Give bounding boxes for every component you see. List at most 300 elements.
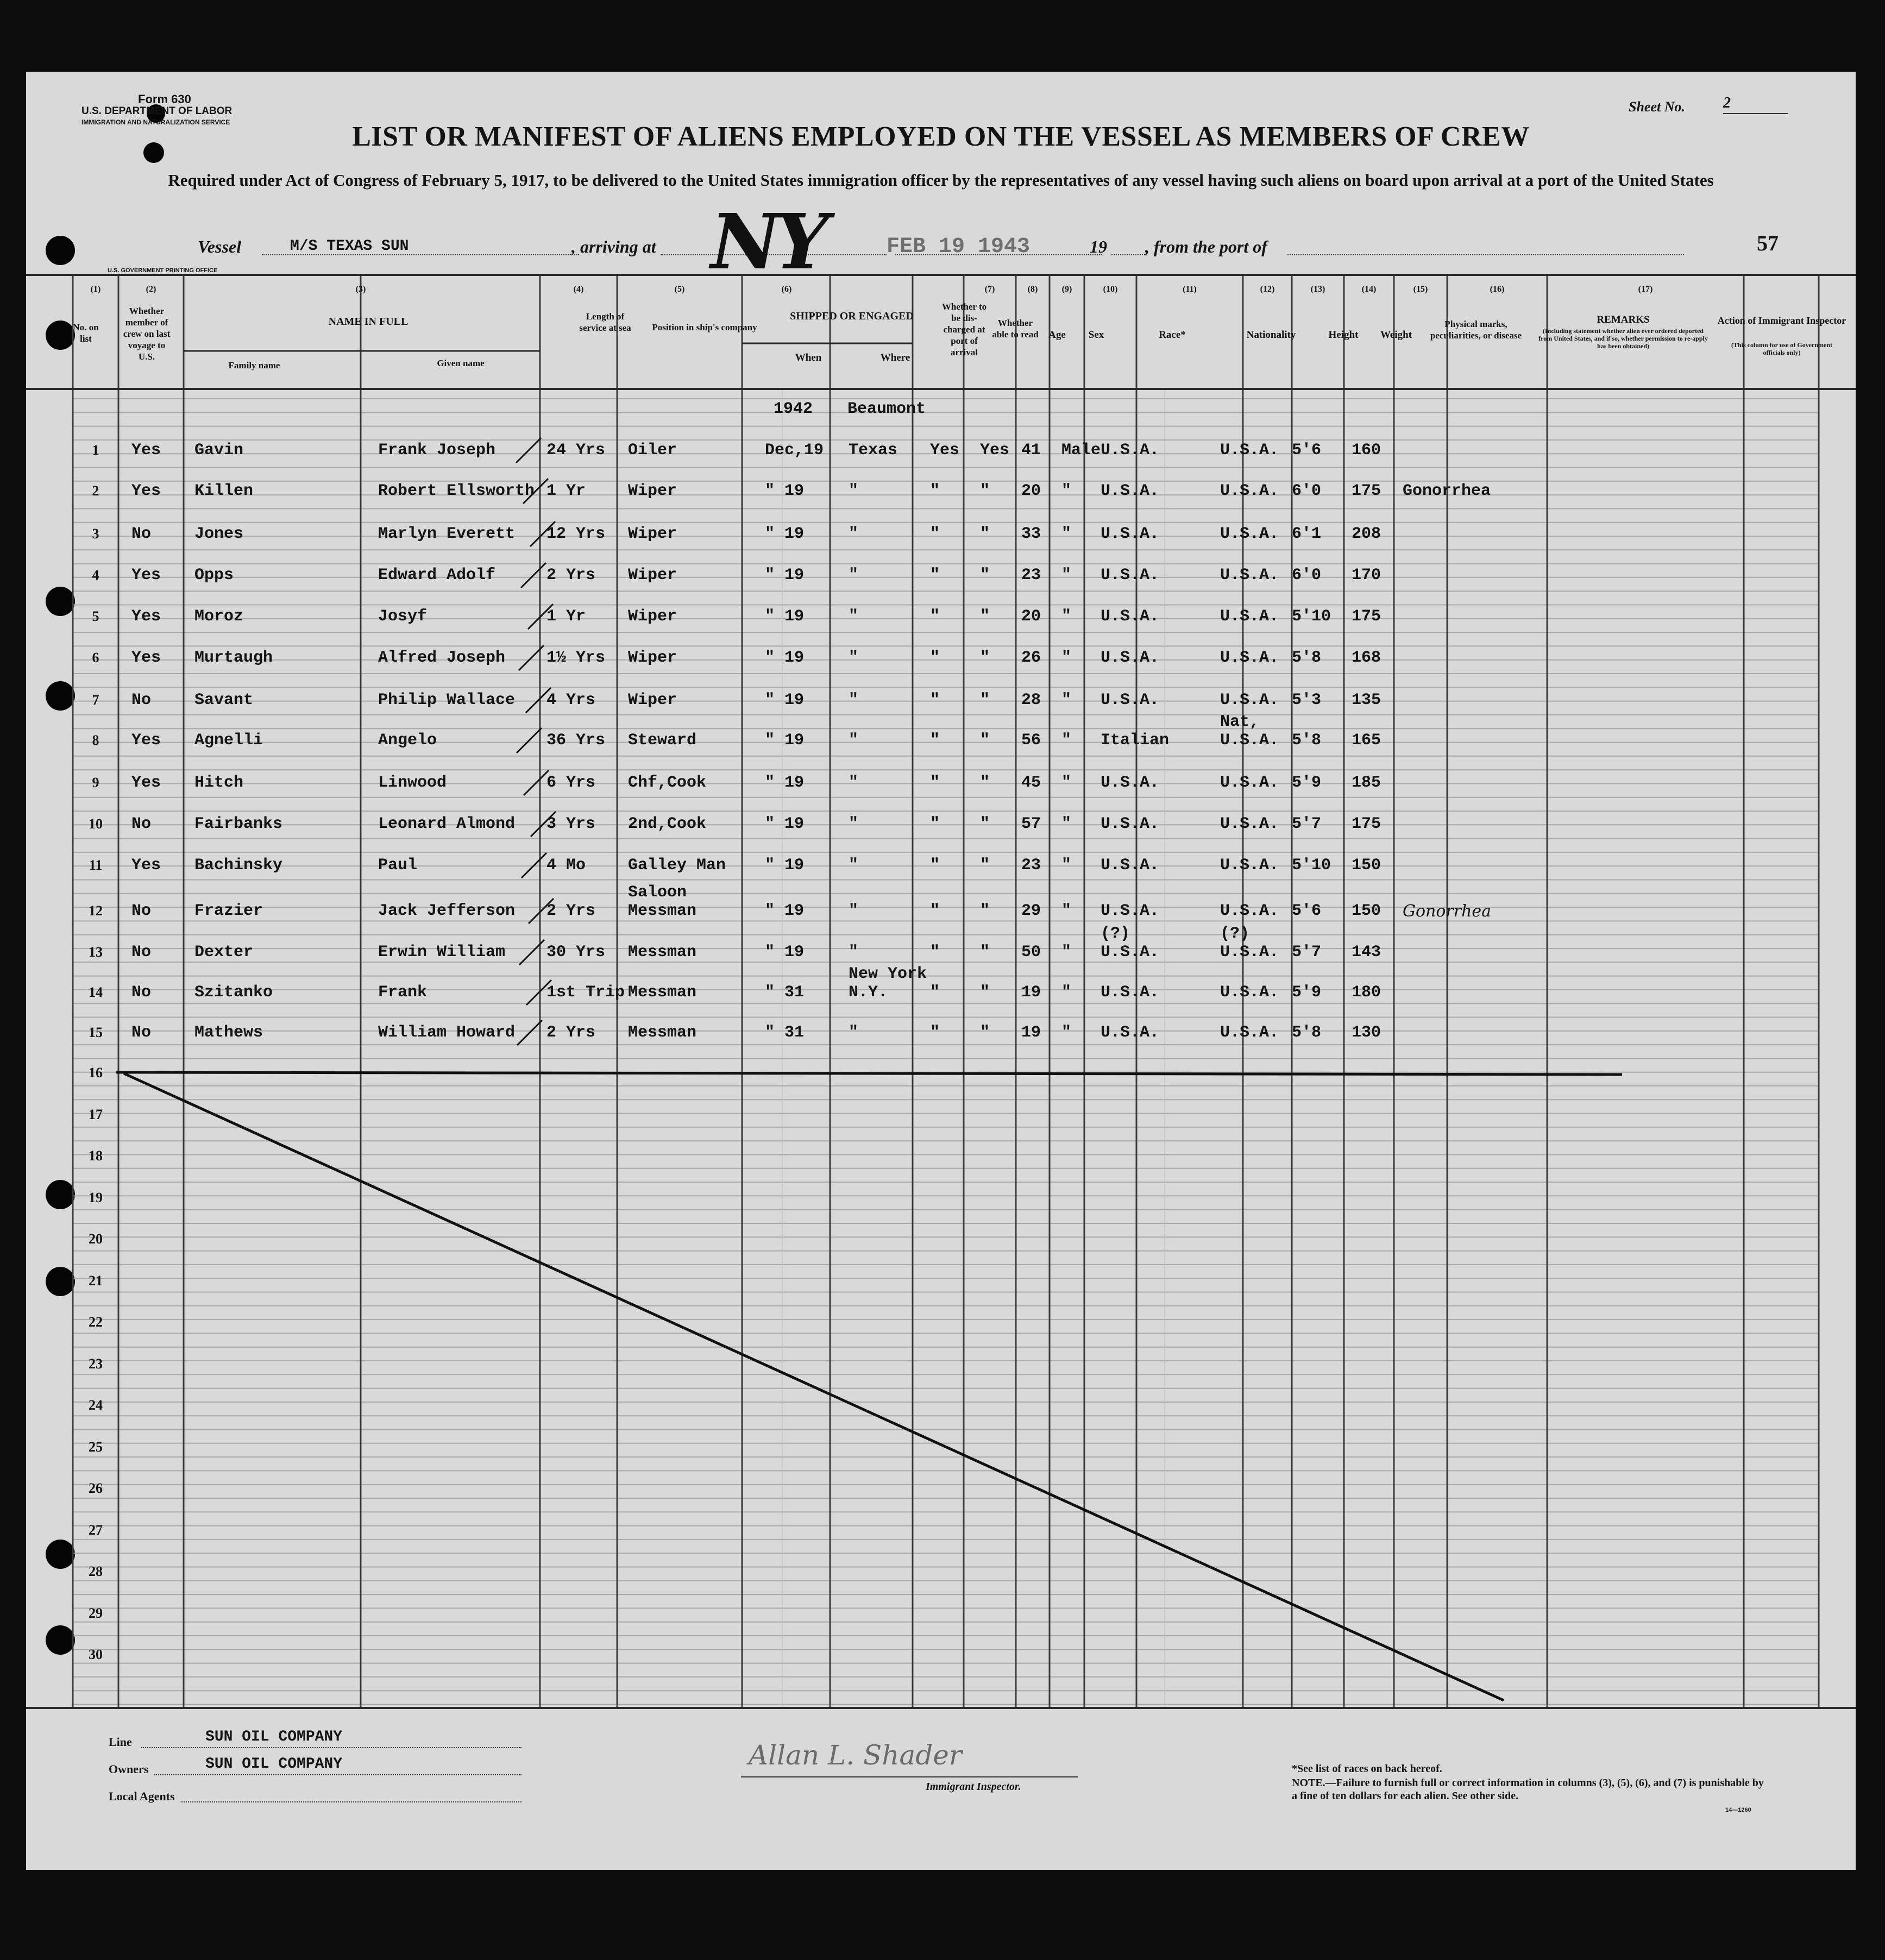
cell-race: Italian [1101, 731, 1170, 750]
col-header-sex: Sex [1088, 329, 1104, 341]
cell-sex: " [1061, 856, 1072, 875]
row-number: 15 [89, 1025, 103, 1040]
cell-given: Robert Ellsworth [378, 482, 535, 500]
cell-weight: 185 [1352, 774, 1381, 792]
column-number: (13) [1310, 285, 1325, 294]
cell-position: Oiler [628, 441, 677, 460]
cell-height: 5'6 [1292, 902, 1322, 920]
cell-where: " [849, 482, 859, 500]
cell-read: " [980, 566, 990, 585]
cell-read: Yes [980, 441, 1010, 460]
local-agents-underline [181, 1801, 521, 1802]
cell-service: 30 Yrs [546, 943, 606, 962]
cell-given: Jack Jefferson [378, 902, 516, 920]
cell-sex: " [1061, 902, 1072, 920]
cell-nationality: U.S.A. [1220, 983, 1279, 1002]
cell-weight: 130 [1352, 1023, 1381, 1042]
shipped-year: 1942 [774, 400, 813, 418]
cell-age: 33 [1021, 525, 1041, 543]
cell-height: 6'0 [1292, 482, 1322, 500]
cell-weight: 170 [1352, 566, 1381, 585]
cell-sex: " [1061, 731, 1072, 750]
row-number: 27 [89, 1522, 103, 1538]
cell-where: " [849, 943, 859, 962]
cell-crew: Yes [131, 566, 161, 585]
cell-service: 2 Yrs [546, 1023, 596, 1042]
cell-race: U.S.A. [1101, 482, 1160, 500]
cell-when: " 19 [765, 902, 805, 920]
cell-family: Gavin [194, 441, 244, 460]
owners-value: SUN OIL COMPANY [205, 1756, 343, 1773]
cell-position: Wiper [628, 691, 677, 709]
cell-read: " [980, 815, 990, 833]
column-number: (7) [984, 285, 995, 294]
inspector-label: Immigrant Inspector. [926, 1781, 1021, 1793]
cell-when: " 19 [765, 856, 805, 875]
cell-nationality: U.S.A. [1220, 649, 1279, 667]
col-header-race: Race* [1159, 329, 1186, 341]
cell-sex: Male [1061, 441, 1101, 460]
cell-family: Murtaugh [194, 649, 273, 667]
cell-discharged: " [930, 731, 940, 750]
cell-race: U.S.A. [1101, 902, 1160, 920]
row-number: 21 [89, 1272, 103, 1289]
cell-when: " 19 [765, 607, 805, 626]
cell-race: U.S.A. [1101, 691, 1160, 709]
cell-nationality: U.S.A. [1220, 482, 1279, 500]
cell-position: Wiper [628, 525, 677, 543]
cell-where: " [849, 607, 859, 626]
cell-discharged: " [930, 649, 940, 667]
cell-where: " [849, 691, 859, 709]
col-header-where: Where [880, 352, 910, 363]
printing-office: U.S. GOVERNMENT PRINTING OFFICE [108, 267, 218, 274]
cell-family: Savant [194, 691, 254, 709]
cell-crew: No [131, 691, 152, 709]
cell-age: 26 [1021, 649, 1041, 667]
cell-service: 36 Yrs [546, 731, 606, 750]
col-header-crew: Whether member of crew on last voyage to U.S. [123, 306, 171, 362]
cell-when: " 19 [765, 566, 805, 585]
cell-read: " [980, 731, 990, 750]
cell-position: 2nd,Cook [628, 815, 707, 833]
cell-service: 2 Yrs [546, 902, 596, 920]
row-number: 17 [89, 1106, 103, 1122]
cell-when: Dec,19 [765, 441, 824, 460]
row-number: 7 [92, 692, 99, 708]
row-number: 25 [89, 1438, 103, 1455]
cell-where-top: New York [849, 965, 927, 983]
cell-discharged: " [930, 607, 940, 626]
cell-read: " [980, 525, 990, 543]
sheet-number: 2 [1723, 95, 1788, 114]
cell-race: U.S.A. [1101, 983, 1160, 1002]
line-value: SUN OIL COMPANY [205, 1729, 343, 1745]
cell-crew: Yes [131, 607, 161, 626]
col-header-remarks-note: (Including statement whether alien ever ordered deported from United States, and if so, whether permission to re-apply has been obtained) [1538, 327, 1708, 350]
cell-service: 1 Yr [546, 607, 586, 626]
service-name: IMMIGRATION AND NATURALIZATION SERVICE [81, 118, 230, 126]
cell-age: 41 [1021, 441, 1041, 460]
sheet-label: Sheet No. [1629, 99, 1685, 115]
cell-age: 19 [1021, 983, 1041, 1002]
cell-nationality: U.S.A. [1220, 607, 1279, 626]
col-header-remarks: REMARKS [1597, 314, 1650, 325]
cell-height: 5'3 [1292, 691, 1322, 709]
row-number: 23 [89, 1355, 103, 1372]
page-number: 57 [1757, 231, 1779, 255]
row-number: 5 [92, 608, 99, 624]
column-number: (5) [674, 285, 685, 294]
cell-weight: 175 [1352, 482, 1381, 500]
cell-read: " [980, 856, 990, 875]
cell-given: Josyf [378, 607, 428, 626]
cell-when: " 19 [765, 731, 805, 750]
cell-position: Steward [628, 731, 697, 750]
cell-given: Edward Adolf [378, 566, 496, 585]
races-note: *See list of races on back hereof. [1292, 1763, 1442, 1775]
cell-where: " [849, 774, 859, 792]
cell-weight: 150 [1352, 856, 1381, 875]
row-number: 28 [89, 1563, 103, 1579]
cell-when: " 19 [765, 943, 805, 962]
cell-where: " [849, 525, 859, 543]
column-number: (16) [1490, 285, 1505, 294]
cell-read: " [980, 649, 990, 667]
cell-sex: " [1061, 943, 1072, 962]
owners-underline [154, 1774, 521, 1775]
print-code: 14—1260 [1725, 1807, 1751, 1813]
form-number: Form 630 [138, 92, 191, 106]
inspector-signature: Allan L. Shader [749, 1739, 962, 1771]
cell-family: Bachinsky [194, 856, 283, 875]
cell-service: 1½ Yrs [546, 649, 606, 667]
signature-line [741, 1776, 1078, 1777]
cell-nationality: U.S.A. [1220, 856, 1279, 875]
cell-sex: " [1061, 815, 1072, 833]
vessel-label: Vessel [198, 237, 241, 256]
cell-nationality-top: (?) [1220, 925, 1250, 943]
line-underline [141, 1747, 521, 1748]
cell-where: N.Y. [849, 983, 888, 1002]
cell-position: Wiper [628, 482, 677, 500]
cell-sex: " [1061, 983, 1072, 1002]
cell-position-top: Saloon [628, 883, 687, 902]
cell-given: Leonard Almond [378, 815, 516, 833]
cell-service: 12 Yrs [546, 525, 606, 543]
cell-discharged: " [930, 815, 940, 833]
column-number: (3) [355, 285, 366, 294]
row-number: 1 [92, 442, 99, 458]
cell-race: U.S.A. [1101, 649, 1160, 667]
cell-height: 5'9 [1292, 774, 1322, 792]
cell-age: 20 [1021, 482, 1041, 500]
cell-discharged: " [930, 902, 940, 920]
cell-nationality: U.S.A. [1220, 774, 1279, 792]
cell-read: " [980, 943, 990, 962]
row-number: 10 [89, 816, 103, 832]
column-number: (2) [146, 285, 156, 294]
row-number: 30 [89, 1647, 103, 1662]
cell-nationality: U.S.A. [1220, 943, 1279, 962]
column-number: (8) [1027, 285, 1038, 294]
cell-given: Erwin William [378, 943, 506, 962]
cell-position: Wiper [628, 566, 677, 585]
cell-crew: No [131, 815, 152, 833]
cell-crew: Yes [131, 731, 161, 750]
cell-sex: " [1061, 691, 1072, 709]
cell-family: Szitanko [194, 983, 273, 1002]
form-title: LIST OR MANIFEST OF ALIENS EMPLOYED ON THE VESSEL AS MEMBERS OF CREW [352, 121, 1530, 152]
cell-crew: Yes [131, 856, 161, 875]
cell-position: Chf,Cook [628, 774, 707, 792]
cell-race: U.S.A. [1101, 566, 1160, 585]
cell-race: U.S.A. [1101, 525, 1160, 543]
cell-age: 23 [1021, 856, 1041, 875]
cell-where: " [849, 856, 859, 875]
col-header-nationality: Nationality [1246, 329, 1296, 341]
owners-label: Owners [109, 1762, 149, 1776]
cell-age: 23 [1021, 566, 1041, 585]
cell-service: 4 Mo [546, 856, 586, 875]
cell-race: U.S.A. [1101, 943, 1160, 962]
cell-given: Linwood [378, 774, 447, 792]
cell-height: 6'0 [1292, 566, 1322, 585]
cell-crew: No [131, 943, 152, 962]
penalty-note: NOTE.—Failure to furnish full or correct information in columns (3), (5), (6), and (7) is punishable by a fine of ten dollars for each alien. See other side. [1292, 1777, 1764, 1802]
cell-given: Paul [378, 856, 418, 875]
column-number: (10) [1103, 285, 1118, 294]
col-header-weight: Weight [1380, 329, 1412, 341]
cell-position: Messman [628, 1023, 697, 1042]
col-header-discharged: Whether to be dis-charged at port of arrival [941, 301, 987, 357]
cell-age: 57 [1021, 815, 1041, 833]
col-header-given: Given name [437, 358, 485, 368]
year-label: 19 [1090, 237, 1107, 256]
cell-given: Marlyn Everett [378, 525, 516, 543]
cell-height: 5'7 [1292, 943, 1322, 962]
col-header-service: Length of service at sea [579, 311, 631, 333]
cell-service: 2 Yrs [546, 566, 596, 585]
cell-position: Messman [628, 902, 697, 920]
col-header-family: Family name [228, 360, 280, 370]
cell-where: " [849, 1023, 859, 1042]
column-number: (6) [781, 285, 792, 294]
col-header-name: NAME IN FULL [328, 316, 409, 328]
row-number: 16 [89, 1065, 103, 1080]
cell-family: Jones [194, 525, 244, 543]
cell-service: 6 Yrs [546, 774, 596, 792]
cell-when: " 19 [765, 691, 805, 709]
cell-height: 5'8 [1292, 649, 1322, 667]
cell-where: " [849, 731, 859, 750]
cell-given: Angelo [378, 731, 437, 750]
cell-sex: " [1061, 525, 1072, 543]
row-number: 19 [89, 1189, 103, 1205]
cell-discharged: " [930, 691, 940, 709]
cell-discharged: " [930, 774, 940, 792]
cell-crew: Yes [131, 774, 161, 792]
cell-nationality: U.S.A. [1220, 1023, 1279, 1042]
cell-race: U.S.A. [1101, 607, 1160, 626]
cell-family: Killen [194, 482, 254, 500]
cell-height: 5'6 [1292, 441, 1322, 460]
arrival-date-stamp: FEB 19 1943 [887, 235, 1031, 259]
cell-height: 6'1 [1292, 525, 1322, 543]
cell-race: U.S.A. [1101, 1023, 1160, 1042]
cell-sex: " [1061, 607, 1072, 626]
col-header-age: Age [1048, 329, 1066, 341]
row-number: 6 [92, 650, 99, 665]
cell-family: Moroz [194, 607, 244, 626]
cell-weight: 135 [1352, 691, 1381, 709]
cell-sex: " [1061, 1023, 1072, 1042]
cell-sex: " [1061, 774, 1072, 792]
cell-crew: Yes [131, 482, 161, 500]
cell-weight: 175 [1352, 607, 1381, 626]
cell-service: 3 Yrs [546, 815, 596, 833]
cell-where: Texas [849, 441, 898, 460]
cell-position: Messman [628, 983, 697, 1002]
from-port-label: , from the port of [1145, 237, 1267, 256]
cell-nationality: U.S.A. [1220, 731, 1279, 750]
cell-age: 28 [1021, 691, 1041, 709]
cell-nationality: U.S.A. [1220, 815, 1279, 833]
cell-where: " [849, 902, 859, 920]
form-subtitle: Required under Act of Congress of February 5, 1917, to be delivered to the United States immigration officer by the representatives of any vessel having such aliens on board upon arrival at a port of the United States [168, 171, 1714, 190]
row-number: 4 [92, 567, 99, 583]
cell-discharged: " [930, 983, 940, 1002]
cell-given: Philip Wallace [378, 691, 516, 709]
cell-where: " [849, 815, 859, 833]
row-number: 29 [89, 1605, 103, 1621]
col-header-inspector: Action of Immigrant Inspector [1717, 315, 1846, 326]
column-number: (14) [1361, 285, 1377, 294]
cell-crew: No [131, 1023, 152, 1042]
cell-family: Mathews [194, 1023, 263, 1042]
cell-race: U.S.A. [1101, 441, 1160, 460]
row-number: 11 [89, 857, 103, 873]
cell-height: 5'7 [1292, 815, 1322, 833]
cell-height: 5'8 [1292, 1023, 1322, 1042]
cell-height: 5'9 [1292, 983, 1322, 1002]
cell-age: 56 [1021, 731, 1041, 750]
cell-crew: Yes [131, 441, 161, 460]
cell-when: " 31 [765, 983, 805, 1002]
cell-nationality: U.S.A. [1220, 566, 1279, 585]
col-header-height: Height [1328, 329, 1359, 341]
cell-read: " [980, 774, 990, 792]
cell-crew: Yes [131, 649, 161, 667]
cell-discharged: Yes [930, 441, 960, 460]
cell-crew: No [131, 902, 152, 920]
manifest-sheet [26, 72, 1856, 1870]
cell-age: 45 [1021, 774, 1041, 792]
cell-race: U.S.A. [1101, 774, 1160, 792]
cell-when: " 19 [765, 482, 805, 500]
cell-race-top: (?) [1101, 925, 1130, 943]
cell-nationality-top: Nat, [1220, 713, 1260, 731]
cell-marks: Gonorrhea [1403, 902, 1492, 921]
cell-given: Alfred Joseph [378, 649, 506, 667]
shipped-city: Beaumont [847, 400, 926, 418]
col-header-shipped: SHIPPED OR ENGAGED [790, 310, 914, 322]
column-number: (9) [1061, 285, 1072, 294]
cell-when: " 19 [765, 525, 805, 543]
col-header-when: When [795, 352, 822, 363]
row-number: 26 [89, 1480, 103, 1496]
cell-service: 24 Yrs [546, 441, 606, 460]
column-number: (12) [1260, 285, 1275, 294]
cell-height: 5'10 [1292, 607, 1331, 626]
column-number: (17) [1638, 285, 1653, 294]
cell-family: Fairbanks [194, 815, 283, 833]
cell-family: Agnelli [194, 731, 263, 750]
cell-age: 20 [1021, 607, 1041, 626]
cell-nationality: U.S.A. [1220, 525, 1279, 543]
row-number: 2 [92, 483, 99, 499]
col-header-marks: Physical marks, peculiarities, or disease [1430, 319, 1522, 341]
cell-read: " [980, 691, 990, 709]
cell-age: 29 [1021, 902, 1041, 920]
cell-given: Frank Joseph [378, 441, 496, 460]
line-label: Line [109, 1735, 132, 1749]
col-header-position: Position in ship's company [652, 322, 757, 332]
cell-position: Messman [628, 943, 697, 962]
cell-given: Frank [378, 983, 428, 1002]
row-number: 14 [89, 984, 103, 1000]
cell-age: 19 [1021, 1023, 1041, 1042]
row-number: 22 [89, 1314, 103, 1330]
col-header-inspector-note: (This column for use of Government officials only) [1731, 341, 1833, 356]
row-number: 18 [89, 1148, 103, 1164]
cell-family: Dexter [194, 943, 254, 962]
row-number: 9 [92, 775, 99, 790]
cell-position: Wiper [628, 607, 677, 626]
cell-discharged: " [930, 943, 940, 962]
column-number: (4) [573, 285, 584, 294]
cell-age: 50 [1021, 943, 1041, 962]
cell-weight: 208 [1352, 525, 1381, 543]
cell-when: " 19 [765, 815, 805, 833]
column-number: (1) [90, 285, 101, 294]
arriving-label: , arriving at [571, 237, 656, 256]
cell-discharged: " [930, 566, 940, 585]
cell-service: 1st Trip [546, 983, 625, 1002]
local-agents-label: Local Agents [109, 1789, 175, 1803]
row-number: 12 [89, 903, 103, 919]
cell-when: " 19 [765, 774, 805, 792]
cell-position: Wiper [628, 649, 677, 667]
cell-discharged: " [930, 856, 940, 875]
col-header-read: Whether able to read [992, 318, 1039, 340]
cell-sex: " [1061, 482, 1072, 500]
cell-read: " [980, 1023, 990, 1042]
cell-race: U.S.A. [1101, 856, 1160, 875]
vessel-name: M/S TEXAS SUN [290, 238, 409, 255]
row-number: 20 [89, 1231, 103, 1247]
cell-weight: 143 [1352, 943, 1381, 962]
cell-family: Hitch [194, 774, 244, 792]
cell-height: 5'8 [1292, 731, 1322, 750]
cell-discharged: " [930, 525, 940, 543]
row-number: 13 [89, 944, 103, 960]
cell-weight: 150 [1352, 902, 1381, 920]
cell-sex: " [1061, 649, 1072, 667]
cell-crew: No [131, 525, 152, 543]
cell-discharged: " [930, 1023, 940, 1042]
cell-crew: No [131, 983, 152, 1002]
